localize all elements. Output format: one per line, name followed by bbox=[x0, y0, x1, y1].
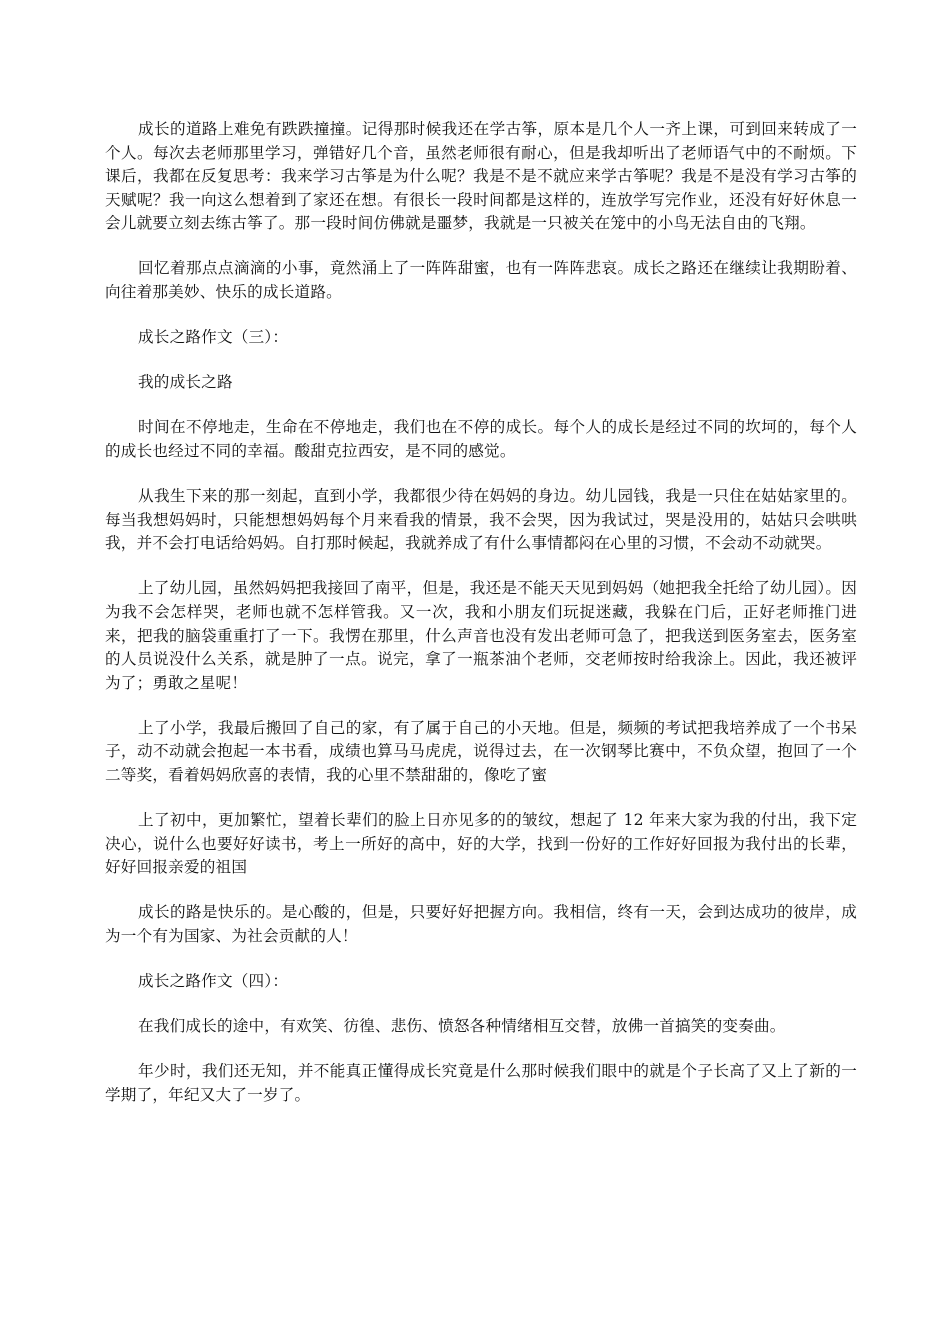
paragraph: 上了初中，更加繁忙，望着长辈们的脸上日亦见多的的皱纹，想起了 12 年来大家为我的付出，我下定决心，说什么也要好好读书，考上一所好的高中，好的大学，找到一份好的工作好好回报为我付出的长辈，好好回报亲爱的祖国 bbox=[105, 811, 857, 877]
paragraph: 年少时，我们还无知，并不能真正懂得成长究竟是什么那时候我们眼中的就是个子长高了又上了新的一学期了，年纪又大了一岁了。 bbox=[105, 1062, 857, 1104]
paragraph: 上了幼儿园，虽然妈妈把我接回了南平，但是，我还是不能天天见到妈妈（她把我全托给了幼儿园）。因为我不会怎样哭，老师也就不怎样管我。又一次，我和小朋友们玩捉迷藏，我躲在门后，正好老师推门进来，把我的脑袋重重打了一下。我愣在那里，什么声音也没有发出老师可急了，把我送到医务室去，医务室的人员说没什么关系，就是肿了一点。说完，拿了一瓶茶油个老师，交老师按时给我涂上。因此，我还被评为了；勇敢之星呢！ bbox=[105, 579, 857, 692]
paragraph: 在我们成长的途中，有欢笑、彷徨、悲伤、愤怒各种情绪相互交替，放佛一首搞笑的变奏曲。 bbox=[138, 1017, 786, 1036]
section-heading: 成长之路作文（四）： bbox=[138, 972, 289, 991]
paragraph: 上了小学，我最后搬回了自己的家，有了属于自己的小天地。但是，频频的考试把我培养成了一个书呆子，动不动就会抱起一本书看，成绩也算马马虎虎，说得过去，在一次钢琴比赛中，不负众望，抱回了一个二等奖，看着妈妈欣喜的表情，我的心里不禁甜甜的，像吃了蜜 bbox=[105, 718, 857, 784]
paragraph: 成长的路是快乐的。是心酸的，但是，只要好好把握方向。我相信，终有一天，会到达成功的彼岸，成为一个有为国家、为社会贡献的人！ bbox=[105, 903, 857, 945]
document-page bbox=[105, 118, 857, 1129]
paragraph: 时间在不停地走，生命在不停地走，我们也在不停的成长。每个人的成长是经过不同的坎坷的，每个人的成长也经过不同的幸福。酸甜克拉西安，是不同的感觉。 bbox=[105, 418, 857, 460]
paragraph: 从我生下来的那一刻起，直到小学，我都很少待在妈妈的身边。幼儿园钱，我是一只住在姑姑家里的。每当我想妈妈时，只能想想妈妈每个月来看我的情景，我不会哭，因为我试过，哭是没用的，姑姑只会哄哄我，并不会打电话给妈妈。自打那时候起，我就养成了有什么事情都闷在心里的习惯，不会动不动就哭。 bbox=[105, 487, 857, 553]
paragraph: 回忆着那点点滴滴的小事，竟然涌上了一阵阵甜蜜，也有一阵阵悲哀。成长之路还在继续让我期盼着、向往着那美妙、快乐的成长道路。 bbox=[105, 259, 857, 302]
essay-title: 我的成长之路 bbox=[138, 373, 233, 392]
section-heading: 成长之路作文（三）： bbox=[138, 328, 289, 347]
paragraph: 成长的道路上难免有跌跌撞撞。记得那时候我还在学古筝，原本是几个人一齐上课，可到回来转成了一个人。每次去老师那里学习，弹错好几个音，虽然老师很有耐心，但是我却听出了老师语气中的不耐烦。下课后，我都在反复思考：我来学习古筝是为什么呢？我是不是不就应来学古筝呢？我是不是没有学习古筝的天赋呢？我一向这么想着到了家还在想。有很长一段时间都是这样的，连放学写完作业，还没有好好休息一会儿就要立刻去练古筝了。那一段时间仿佛就是噩梦，我就是一只被关在笼中的小鸟无法自由的飞翔。 bbox=[105, 120, 857, 233]
